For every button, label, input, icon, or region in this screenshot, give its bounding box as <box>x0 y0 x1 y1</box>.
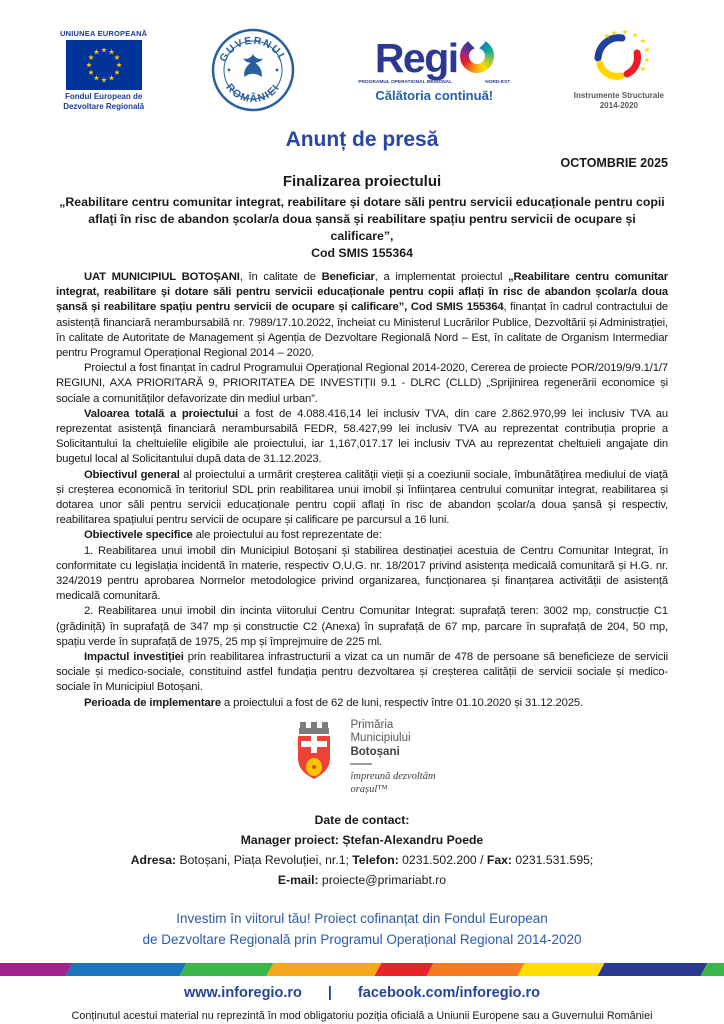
paragraph-implementation-period: Perioada de implementare a proiectului a fost de 62 de luni, respectiv între 01.10.2020 și 31.12.2025. <box>84 696 584 709</box>
project-smis-code: Cod SMIS 155364 <box>311 246 413 260</box>
contact-block <box>56 810 668 890</box>
city-name-line: Botoșani <box>350 745 400 758</box>
city-name-line: Primăria <box>350 718 394 731</box>
structural-instruments-caption: Instrumente Structurale 2014-2020 <box>573 90 664 110</box>
regio-ring-icon <box>460 39 494 73</box>
paragraph-funding-source: Proiectul a fost finanțat în cadrul Programului Operațional Regional 2014-2020, Cererea de proiecte POR/2019/9/9.1/1/7 REGIUNI, AXA PRIORITARĂ 9, PRIORITATEA DE INVESTIȚII 9.1 - DLRC (CLLD) „Sprijinirea regenerării economice și sociale a comunităților defavorizate din mediul urban”. <box>56 362 668 405</box>
regio-wordmark: Regi <box>375 38 494 79</box>
page-title: Anunț de presă <box>285 128 439 151</box>
paragraph-beneficiary: UAT MUNICIPIUL BOTOȘANI, în calitate de Beneficiar, a implementat proiectul „Reabilitare centru comunitar integrat, reabilitare și dotare săli pentru servicii educaționale pentru copii aflați în risc de abandon școlar/a doua șansă și reabilitare spațiu pentru servicii de ocupare și calificare”, Cod SMIS 155364, finanțat în cadrul contractului de asistență financiară nerambursabilă nr. 7989/17.10.2022, încheiat cu Ministerul Lucrărilor Publice, Dezvoltării și Administrației, în calitate de Autoritate de Management și Agenția de Dezvoltare Regională Nord – Est, în calitate de Organism Intermediar pentru Programul Operațional Regional 2014 – 2020. <box>56 271 668 360</box>
regio-tagline: Călătoria continuă! <box>375 87 494 103</box>
disclaimer-text: Conținutul acestui material nu reprezintă în mod obligatoriu poziția oficială a Uniunii Europene sau a Guvernului României <box>71 1010 653 1023</box>
cofinancing-statement: Investim în viitorul tău! Proiect cofinanțat din Fondul European de Dezvoltare Regională prin Programul Operațional Regional 2014-2020 <box>142 911 582 948</box>
eu-flag-icon <box>66 40 142 90</box>
svg-text:ROMÂNIEI: ROMÂNIEI <box>223 81 283 106</box>
gov-romania-seal <box>211 28 295 112</box>
botosani-coat-of-arms-icon <box>288 719 340 795</box>
header-logo-row <box>56 24 668 116</box>
document-subtitle: Finalizarea proiectului <box>282 173 442 190</box>
regio-logo <box>358 34 511 103</box>
regio-subtitle: PROGRAMUL OPERATIONAL REGIONAL NORD-EST <box>358 79 511 85</box>
city-slogan-line: împreună dezvoltăm <box>350 771 436 783</box>
contact-manager: Manager proiect: Ștefan-Alexandru Poede <box>240 833 484 848</box>
eu-caption-top: UNIUNEA EUROPEANĂ <box>60 28 148 38</box>
date-label: OCTOMBRIE 2025 <box>560 156 668 170</box>
paragraph-objective-2: 2. Reabilitarea unui imobil din incinta viitorului Centru Comunitar Integrat: suprafață teren: 3002 mp, construcție C1 (grădiniță) în suprafață de 347 mp și constructie C2 (Anexa) în suprafață de 67 mp, parcare în suprafață de 204, 50 mp, spațiu verde în suprafață de 1975, 25 mp și împrejmuire de 225 ml. <box>56 605 668 648</box>
paragraph-objective-1: 1. Reabilitarea unui imobil din Municipiul Botoșani și stabilirea destinației acestuia de Centru Comunitar Integrat, în conformitate cu legislația incidentă în materie, respectiv O.U.G. nr. 18/2017 privind asistența medicală comunitară și H.G. nr. 324/2019 pentru aprobarea Normelor metodologice privind organizarea, funcționarea și finanțarea activității de asistență medicală comunitară. <box>56 544 668 603</box>
eu-caption-bottom: Fondul European de Dezvoltare Regională <box>63 91 145 111</box>
city-slogan-line: orașul™ <box>350 784 388 796</box>
structural-instruments-logo <box>574 30 664 111</box>
city-logo-divider <box>350 763 372 765</box>
svg-text:GUVERNUL: GUVERNUL <box>216 34 289 65</box>
body-text <box>56 270 668 711</box>
project-title: „Reabilitare centru comunitar integrat, reabilitare și dotare săli pentru servicii educaționale pentru copii aflați în risc de abandon școlar/a doua șansă și reabilitare spațiu pentru servicii de ocupare și calificare”, <box>59 195 665 243</box>
link-separator: | <box>327 985 332 1002</box>
paragraph-general-objective: Obiectivul general al proiectului a urmărit creșterea calității vieții și a coeziunii sociale, îmbunătățirea mediului de viață și creșterea economică în teritoriul SDL prin reabilitarea unui imobil și înființarea centrului comunitar integrat, reabilitarea și dotarea unor săli pentru servicii educaționale pentru copii aflați în risc de abandon școlar/a doua șansă și respectiv, reabilitarea spațiului pentru servicii de ocupare și calificare pe parcursul a 16 luni. <box>56 468 668 527</box>
paragraph-impact: Impactul investiției prin reabilitarea infrastructurii a vizat ca un număr de 478 de persoane să beneficieze de servicii sociale și medico-sociale, constituind astfel fundația pentru dezvoltarea și creșterea calității de servicii sociale și medico-sociale în Municipiul Botoșani. <box>56 651 669 694</box>
structural-instruments-icon <box>580 30 658 88</box>
contact-email[interactable]: E-mail: proiecte@primariabt.ro <box>277 873 447 888</box>
contact-heading: Date de contact: <box>314 813 410 828</box>
paragraph-specific-objectives-intro: Obiectivele specifice ale proiectului au fost reprezentate de: <box>84 529 382 542</box>
footer-links <box>56 985 668 1001</box>
facebook-inforegio-link[interactable]: facebook.com/inforegio.ro <box>357 985 541 1002</box>
botosani-logo-text <box>350 719 435 797</box>
contact-address-phone: Adresa: Botoșani, Piața Revoluției, nr.1; Telefon: 0231.502.200 / Fax: 0231.531.595; <box>130 853 594 868</box>
city-name-line: Municipiului <box>350 732 411 745</box>
eu-flag-logo <box>60 29 147 112</box>
paragraph-total-value: Valoarea totală a proiectului a fost de 4.088.416,14 lei inclusiv TVA, din care 2.862.970,99 lei inclusiv TVA au reprezentat asistență financiară nerambursabilă FEDR, 58.427,99 lei inclusiv TVA au reprezentat contribuția proprie a Solicitantului la cheltuielile eligibile ale proiectului, iar 1,167,017.17 lei inclusiv TVA au reprezentat cheltuieli angajate din bugetul local al Solicitantului după data de 31.12.2023. <box>56 407 668 466</box>
gov-romania-seal-icon <box>211 28 295 112</box>
rainbow-stripe <box>0 963 724 976</box>
inforegio-link[interactable]: www.inforegio.ro <box>183 985 302 1002</box>
botosani-city-hall-logo <box>56 719 668 797</box>
